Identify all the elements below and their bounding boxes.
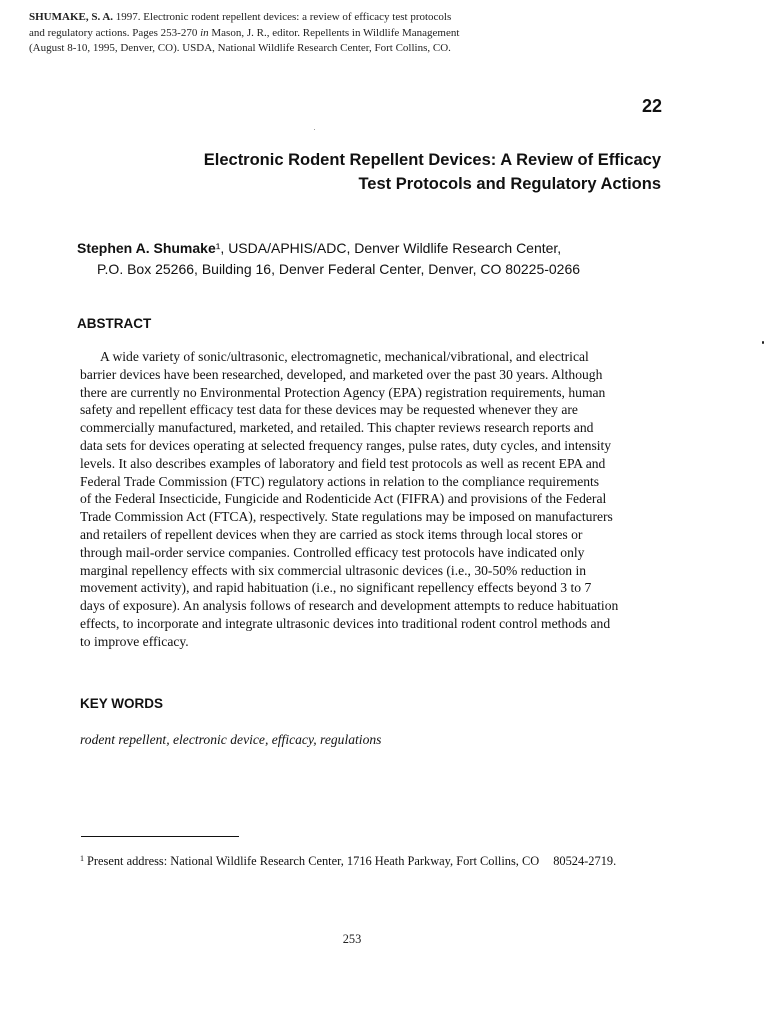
scan-speck bbox=[762, 341, 764, 344]
paper-title bbox=[80, 148, 661, 196]
page-number: 253 bbox=[342, 932, 362, 946]
author-name: Stephen A. Shumake bbox=[77, 240, 216, 256]
author-address: P.O. Box 25266, Building 16, Denver Federal Center, Denver, CO 80225-0266 bbox=[97, 261, 581, 277]
author-line-1 bbox=[77, 238, 697, 259]
citation-author: SHUMAKE, S. A. bbox=[29, 11, 114, 23]
author-affiliation: , USDA/APHIS/ADC, Denver Wildlife Research Center, bbox=[220, 240, 562, 256]
author-block bbox=[77, 238, 697, 280]
chapter-number: 22 bbox=[641, 96, 662, 116]
abstract-line: safety and repellent efficacy test data for these devices may be requested whenever they are bbox=[80, 402, 578, 418]
abstract-line: Federal Trade Commission (FTC) regulatory actions in relation to the compliance requirements bbox=[80, 473, 600, 489]
abstract-line: commercially manufactured, marketed, and retailed. This chapter reviews research reports and bbox=[80, 420, 594, 436]
citation-line-2 bbox=[29, 26, 549, 42]
citation-line-2-post: Mason, J. R., editor. Repellents in Wildlife Management bbox=[208, 26, 460, 39]
abstract-line: barrier devices have been researched, developed, and marketed over the past 30 years. Although bbox=[80, 366, 603, 382]
citation-line-1-rest: 1997. Electronic rodent repellent devices: a review of efficacy test protocols bbox=[115, 11, 452, 23]
abstract-line: to improve efficacy. bbox=[80, 633, 189, 649]
abstract-line: marginal repellency effects with six commercial ultrasonic devices (i.e., 30-50% reduction in bbox=[80, 562, 587, 578]
author-footnote-marker: ¹ bbox=[215, 240, 221, 256]
citation-header bbox=[29, 10, 549, 57]
scan-speck bbox=[314, 129, 315, 130]
keywords-heading: KEY WORDS bbox=[80, 696, 164, 711]
title-line-2: Test Protocols and Regulatory Actions bbox=[358, 175, 661, 193]
abstract-line: data sets for devices operating at selected frequency ranges, pulse rates, duty cycles, and intensity bbox=[80, 437, 612, 453]
citation-line-2-pre: and regulatory actions. Pages 253-270 bbox=[29, 26, 201, 39]
abstract-line: Trade Commission Act (FTCA), respectively. State regulations may be imposed on manufacturers bbox=[80, 509, 613, 525]
footnote-text: Present address: National Wildlife Research Center, 1716 Heath Parkway, Fort Collins, CO bbox=[87, 854, 540, 868]
citation-line-1 bbox=[29, 10, 549, 26]
title-line-1: Electronic Rodent Repellent Devices: A Review of Efficacy bbox=[203, 151, 661, 169]
abstract-line: of the Federal Insecticide, Fungicide and Rodenticide Act (FIFRA) and provisions of the Federal bbox=[80, 491, 607, 507]
abstract-line: days of exposure). An analysis follows of research and development attempts to reduce habituation bbox=[80, 598, 619, 614]
abstract-line: there are currently no Environmental Protection Agency (EPA) registration requirements, human bbox=[80, 384, 606, 400]
keywords-text: rodent repellent, electronic device, efficacy, regulations bbox=[80, 732, 382, 747]
abstract-body bbox=[80, 348, 664, 651]
footnote-zip: 80524-2719. bbox=[553, 854, 617, 868]
citation-line-3: (August 8-10, 1995, Denver, CO). USDA, National Wildlife Research Center, Fort Collins, CO. bbox=[29, 42, 451, 54]
abstract-line: levels. It also describes examples of laboratory and field test protocols as well as recent EPA and bbox=[80, 455, 606, 471]
footnote-marker: 1 bbox=[80, 854, 84, 863]
citation-line-2-in: in bbox=[200, 26, 209, 39]
abstract-line: A wide variety of sonic/ultrasonic, electromagnetic, mechanical/vibrational, and electrical bbox=[100, 349, 589, 364]
abstract-line: through mail-order service companies. Controlled efficacy test protocols have indicated only bbox=[80, 544, 585, 560]
abstract-line: movement activity), and rapid habituation (i.e., no significant repellency effects beyond 3 to 7 bbox=[80, 580, 592, 596]
abstract-line: and retailers of repellent devices when they are carried as stock items through local stores or bbox=[80, 526, 583, 542]
footnote-divider bbox=[81, 836, 239, 837]
footnote bbox=[80, 854, 680, 869]
abstract-heading: ABSTRACT bbox=[77, 316, 152, 331]
abstract-line: effects, to incorporate and integrate ultrasonic devices into traditional rodent control methods and bbox=[80, 615, 611, 631]
